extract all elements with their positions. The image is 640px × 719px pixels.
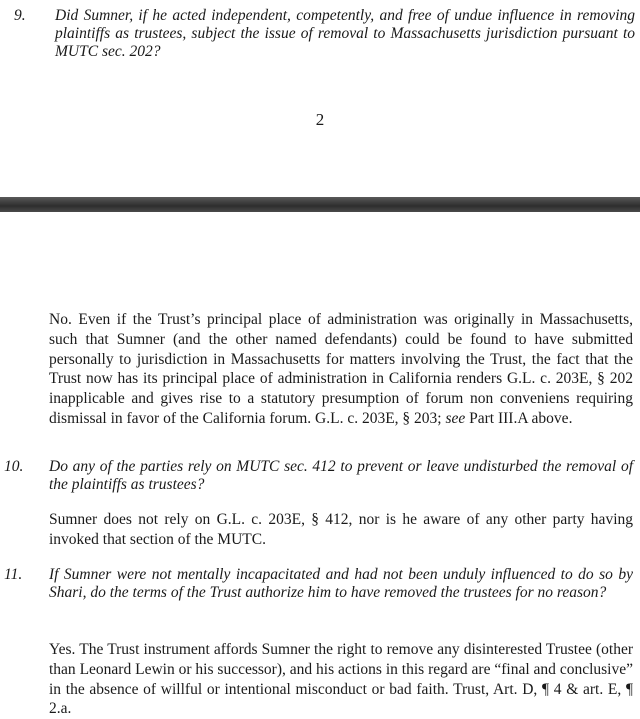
question-9-number: 9. bbox=[14, 7, 26, 24]
question-11-text: If Sumner were not mentally incapacitated and had not been unduly influenced to do so by Shari, do the terms of the Trust authorize him to have removed the trustees for no reason? bbox=[49, 566, 633, 601]
answer-10: Sumner does not rely on G.L. c. 203E, § 412, nor is he aware of any other party having invoked that section of the MUTC. bbox=[49, 511, 633, 548]
question-10-text: Do any of the parties rely on MUTC sec. 412 to prevent or leave undisturbed the removal of the plaintiffs as trustees? bbox=[49, 458, 633, 493]
question-10-number: 10. bbox=[4, 458, 24, 475]
answer-9 bbox=[49, 310, 633, 429]
page-bottom bbox=[0, 212, 640, 716]
question-11-number: 11. bbox=[4, 566, 23, 583]
answer-11: Yes. The Trust instrument affords Sumner the right to remove any disinterested Trustee (other than Leonard Lewin or his successor), and his actions in this regard are “final and conclusive” in the absence of willful or intentional misconduct or bad faith. Trust, Art. D, ¶ 4 & art. E, ¶ 2.a. bbox=[49, 641, 633, 718]
page-break-divider bbox=[0, 197, 640, 212]
question-9-text: Did Sumner, if he acted independent, competently, and free of undue influence in removing plaintiffs as trustees, subject the issue of removal to Massachusetts jurisdiction pursuant to MUTC sec. 202? bbox=[55, 7, 635, 60]
page-top bbox=[0, 0, 640, 197]
page-number: 2 bbox=[315, 110, 325, 129]
answer-9-text-before: No. Even if the Trust’s principal place of administration was originally in Massachusetts, such that Sumner (and the other named defendants) could be found to have submitted personally to jurisdiction in Massachusetts for matters involving the Trust, the fact that the Trust now has its principal place of administration in California renders G.L. c. 203E, § 202 inapplicable and gives rise to a statutory presumption of forum non conveniens requiring dismissal in favor of the California forum. G.L. c. 203E, § 203; bbox=[49, 311, 633, 427]
answer-9-see: see bbox=[445, 409, 466, 427]
answer-9-text-after: Part III.A above. bbox=[465, 409, 573, 427]
